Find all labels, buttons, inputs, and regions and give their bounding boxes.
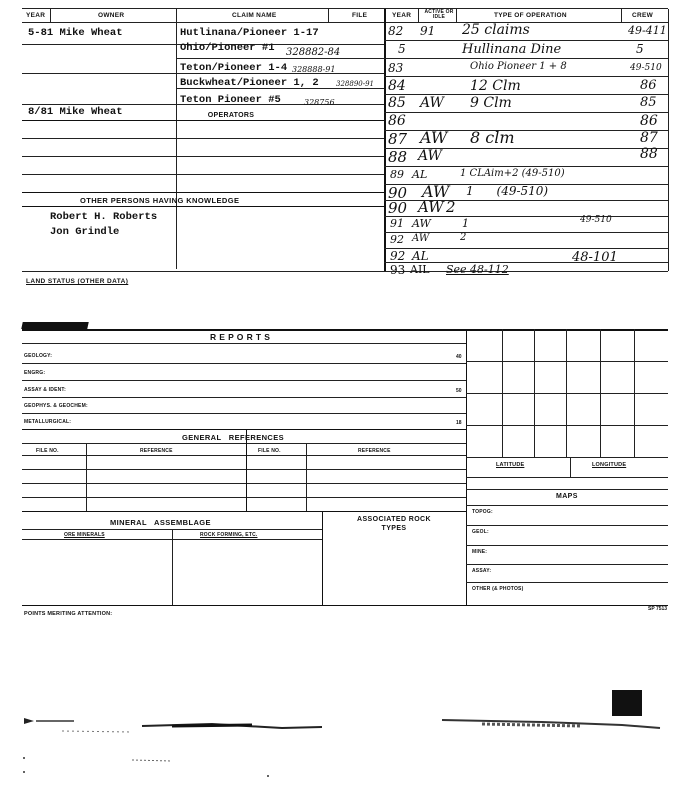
location-grid xyxy=(466,329,668,457)
activity-crew-1: 49-411 xyxy=(628,24,667,37)
rock-forming-label: ROCK FORMING, ETC. xyxy=(200,532,258,538)
knowledge-line xyxy=(22,206,384,207)
reports-line xyxy=(22,380,466,381)
top-table-bottom xyxy=(22,271,668,272)
activity-row-line xyxy=(384,166,668,167)
header-type-of-operation: TYPE OF OPERATION xyxy=(494,12,567,19)
activity-year-8: 88 xyxy=(388,148,408,166)
activity-operation-11: 2 xyxy=(446,198,456,216)
owner-1: 5-81 Mike Wheat xyxy=(28,27,123,39)
ore-minerals-label: ORE MINERALS xyxy=(64,532,105,538)
claim-name-1: Hutlinana/Pioneer 1-17 xyxy=(180,27,319,39)
header-year: YEAR xyxy=(26,12,46,19)
row-line xyxy=(176,58,384,59)
report-assay: ASSAY & IDENT: xyxy=(24,387,66,393)
maps-line xyxy=(466,505,668,506)
activity-row-line xyxy=(384,40,668,41)
top-border xyxy=(22,8,668,9)
refs-reference-2: REFERENCE xyxy=(358,448,391,454)
activity-status-1: 91 xyxy=(420,24,436,38)
scan-noise-band xyxy=(22,712,662,742)
claim-name-2: Ohio/Pioneer #1 xyxy=(180,42,275,54)
refs-line xyxy=(22,483,466,484)
activity-year-11: 90 xyxy=(388,199,408,217)
reports-line xyxy=(22,413,466,414)
refs-file-no-2: FILE NO. xyxy=(258,448,281,454)
activity-crew-6: 86 xyxy=(640,113,658,129)
divider-year2 xyxy=(418,9,419,23)
header-underline xyxy=(22,22,668,23)
activity-operation-12: 1 xyxy=(462,217,469,230)
refs-line xyxy=(22,469,466,470)
claim-name-4: Buckwheat/Pioneer 1, 2 xyxy=(180,77,319,89)
reports-line xyxy=(22,363,466,364)
activity-row-line xyxy=(384,76,668,77)
knowledge-label: OTHER PERSONS HAVING KNOWLEDGE xyxy=(80,196,240,205)
activity-status-11: AW xyxy=(418,198,444,216)
activity-status-14: AL xyxy=(412,249,429,263)
report-metallurgical: METALLURGICAL: xyxy=(24,419,72,425)
activity-crew-8: 88 xyxy=(640,146,658,162)
scan-smudge xyxy=(21,322,88,329)
scan-specks xyxy=(22,746,422,786)
activity-year-13: 92 xyxy=(390,233,404,246)
report-engrg: ENGRG: xyxy=(24,370,46,376)
bottom-section-line xyxy=(22,605,668,606)
right-border xyxy=(668,9,669,271)
refs-divider xyxy=(306,443,307,511)
activity-year-5: 85 xyxy=(388,95,406,111)
report-geophys: GEOPHYS. & GEOCHEM: xyxy=(24,403,88,409)
mineral-assemblage-title: MINERAL ASSEMBLAGE xyxy=(110,518,211,527)
activity-status-9: AL xyxy=(412,168,428,181)
activity-row-line xyxy=(384,58,668,59)
reports-line xyxy=(22,343,466,344)
claim-name-5: Teton Pioneer #5 xyxy=(180,94,281,106)
row-line xyxy=(22,174,384,175)
activity-crew-14: 48-101 xyxy=(572,250,618,265)
operators-label: OPERATORS xyxy=(207,112,255,119)
header-owner: OWNER xyxy=(98,12,125,19)
report-geology: GEOLOGY: xyxy=(24,353,53,359)
maps-line xyxy=(466,582,668,583)
activity-operation-7: 8 clm xyxy=(470,128,515,147)
activity-year-2: 5 xyxy=(398,42,406,56)
activity-status-15: AIL xyxy=(410,263,430,276)
reports-line xyxy=(22,397,466,398)
land-status-label: LAND STATUS (OTHER DATA) xyxy=(26,278,129,285)
grid-line xyxy=(466,457,668,458)
header-year-2: YEAR xyxy=(392,12,412,19)
claim-file-4: 328890-91 xyxy=(336,80,374,88)
activity-year-10: 90 xyxy=(388,184,408,202)
divider-claim xyxy=(328,9,329,23)
refs-line xyxy=(22,511,466,512)
report-geology-num: 40 xyxy=(456,354,462,360)
claim-file-5: 328756 xyxy=(304,98,335,107)
activity-crew-7: 87 xyxy=(640,130,658,146)
maps-mine: MINE: xyxy=(472,549,488,555)
header-file: FILE xyxy=(352,12,368,19)
row-line xyxy=(22,138,384,139)
activity-operation-4: 12 Clm xyxy=(470,78,521,94)
header-crew: CREW xyxy=(632,12,654,19)
activity-operation-15: See 48-112 xyxy=(446,263,509,276)
divider-active xyxy=(456,9,457,23)
activity-crew-3: 49-510 xyxy=(630,63,662,73)
maps-geol: GEOL: xyxy=(472,529,489,535)
reports-line xyxy=(22,429,466,430)
refs-line xyxy=(22,443,466,444)
longitude-label: LONGITUDE xyxy=(592,462,627,468)
report-metallurgical-num: 18 xyxy=(456,420,462,426)
points-meriting-attention-label: POINTS MERITING ATTENTION: xyxy=(24,611,113,617)
claim-name-3: Teton/Pioneer 1-4 xyxy=(180,62,288,74)
report-assay-num: 50 xyxy=(456,388,462,394)
activity-crew-5: 85 xyxy=(640,95,657,110)
divider-owner xyxy=(176,9,177,269)
maps-line xyxy=(466,564,668,565)
maps-title: MAPS xyxy=(556,493,578,500)
divider-year xyxy=(50,9,51,23)
refs-divider xyxy=(86,443,87,511)
activity-year-7: 87 xyxy=(388,130,408,148)
activity-status-5: AW xyxy=(420,95,444,111)
maps-line xyxy=(466,525,668,526)
grid-line xyxy=(466,425,668,426)
claim-file-3: 328888-91 xyxy=(292,65,336,74)
refs-line xyxy=(22,455,466,456)
maps-line xyxy=(466,477,668,478)
latitude-label: LATITUDE xyxy=(496,462,525,468)
activity-year-6: 86 xyxy=(388,113,406,129)
row-line xyxy=(22,156,384,157)
header-active-or-idle: ACTIVE OR IDLE xyxy=(424,9,454,20)
activity-status-13: AW xyxy=(412,233,430,244)
activity-year-14: 92 xyxy=(390,249,406,263)
maps-line xyxy=(466,545,668,546)
activity-operation-1: 25 claims xyxy=(462,22,530,38)
knowledge-person-1: Robert H. Roberts xyxy=(50,211,158,223)
knowledge-top-line xyxy=(22,192,384,193)
activity-crew-12: 49-510 xyxy=(580,215,612,225)
header-claim-name: CLAIM NAME xyxy=(232,12,277,19)
knowledge-person-2: Jon Grindle xyxy=(50,226,120,238)
activity-year-4: 84 xyxy=(388,78,406,94)
refs-reference: REFERENCE xyxy=(140,448,173,454)
activity-operation-5: 9 Clm xyxy=(470,95,512,111)
claim-file-2: 328882-84 xyxy=(286,47,341,58)
operators-line xyxy=(22,120,384,121)
activity-operation-3: Ohio Pioneer 1 + 8 xyxy=(470,61,567,72)
activity-year-9: 89 xyxy=(390,168,404,181)
refs-divider xyxy=(246,429,247,511)
associated-rock-types-label: ASSOCIATED ROCK TYPES xyxy=(357,516,431,532)
divider-type xyxy=(621,9,622,23)
activity-row-line xyxy=(384,112,668,113)
activity-crew-4: 86 xyxy=(640,78,657,93)
assoc-divider xyxy=(322,511,323,605)
activity-year-1: 82 xyxy=(388,24,404,38)
activity-year-12: 91 xyxy=(390,217,404,230)
maps-other: OTHER (& PHOTOS) xyxy=(472,586,524,592)
refs-file-no: FILE NO. xyxy=(36,448,59,454)
activity-status-12: AW xyxy=(412,217,431,230)
maps-line xyxy=(466,489,668,490)
owner-2: 8/81 Mike Wheat xyxy=(28,106,123,118)
activity-year-15: 93 xyxy=(390,263,406,277)
activity-operation-13: 2 xyxy=(460,232,467,243)
activity-operation-9: 1 CLAim+2 (49-510) xyxy=(460,168,565,179)
maps-assay: ASSAY: xyxy=(472,568,492,574)
activity-operation-10: 1 (49-510) xyxy=(466,184,549,198)
reports-title: R E P O R T S xyxy=(210,332,271,342)
activity-status-7: AW xyxy=(420,128,448,147)
mineral-divider xyxy=(172,529,173,605)
form-number: SP 7513 xyxy=(648,606,668,612)
maps-topog: TOPOG: xyxy=(472,509,493,515)
grid-line xyxy=(466,361,668,362)
activity-operation-2: Hullinana Dine xyxy=(462,42,562,57)
activity-year-3: 83 xyxy=(388,61,404,75)
latlong-divider xyxy=(570,457,571,477)
grid-line xyxy=(466,393,668,394)
activity-crew-2: 5 xyxy=(636,42,644,56)
refs-line xyxy=(22,497,466,498)
activity-status-10: AW xyxy=(422,182,450,201)
activity-status-8: AW xyxy=(418,148,442,164)
general-references-title: GENERAL REFERENCES xyxy=(182,433,285,442)
